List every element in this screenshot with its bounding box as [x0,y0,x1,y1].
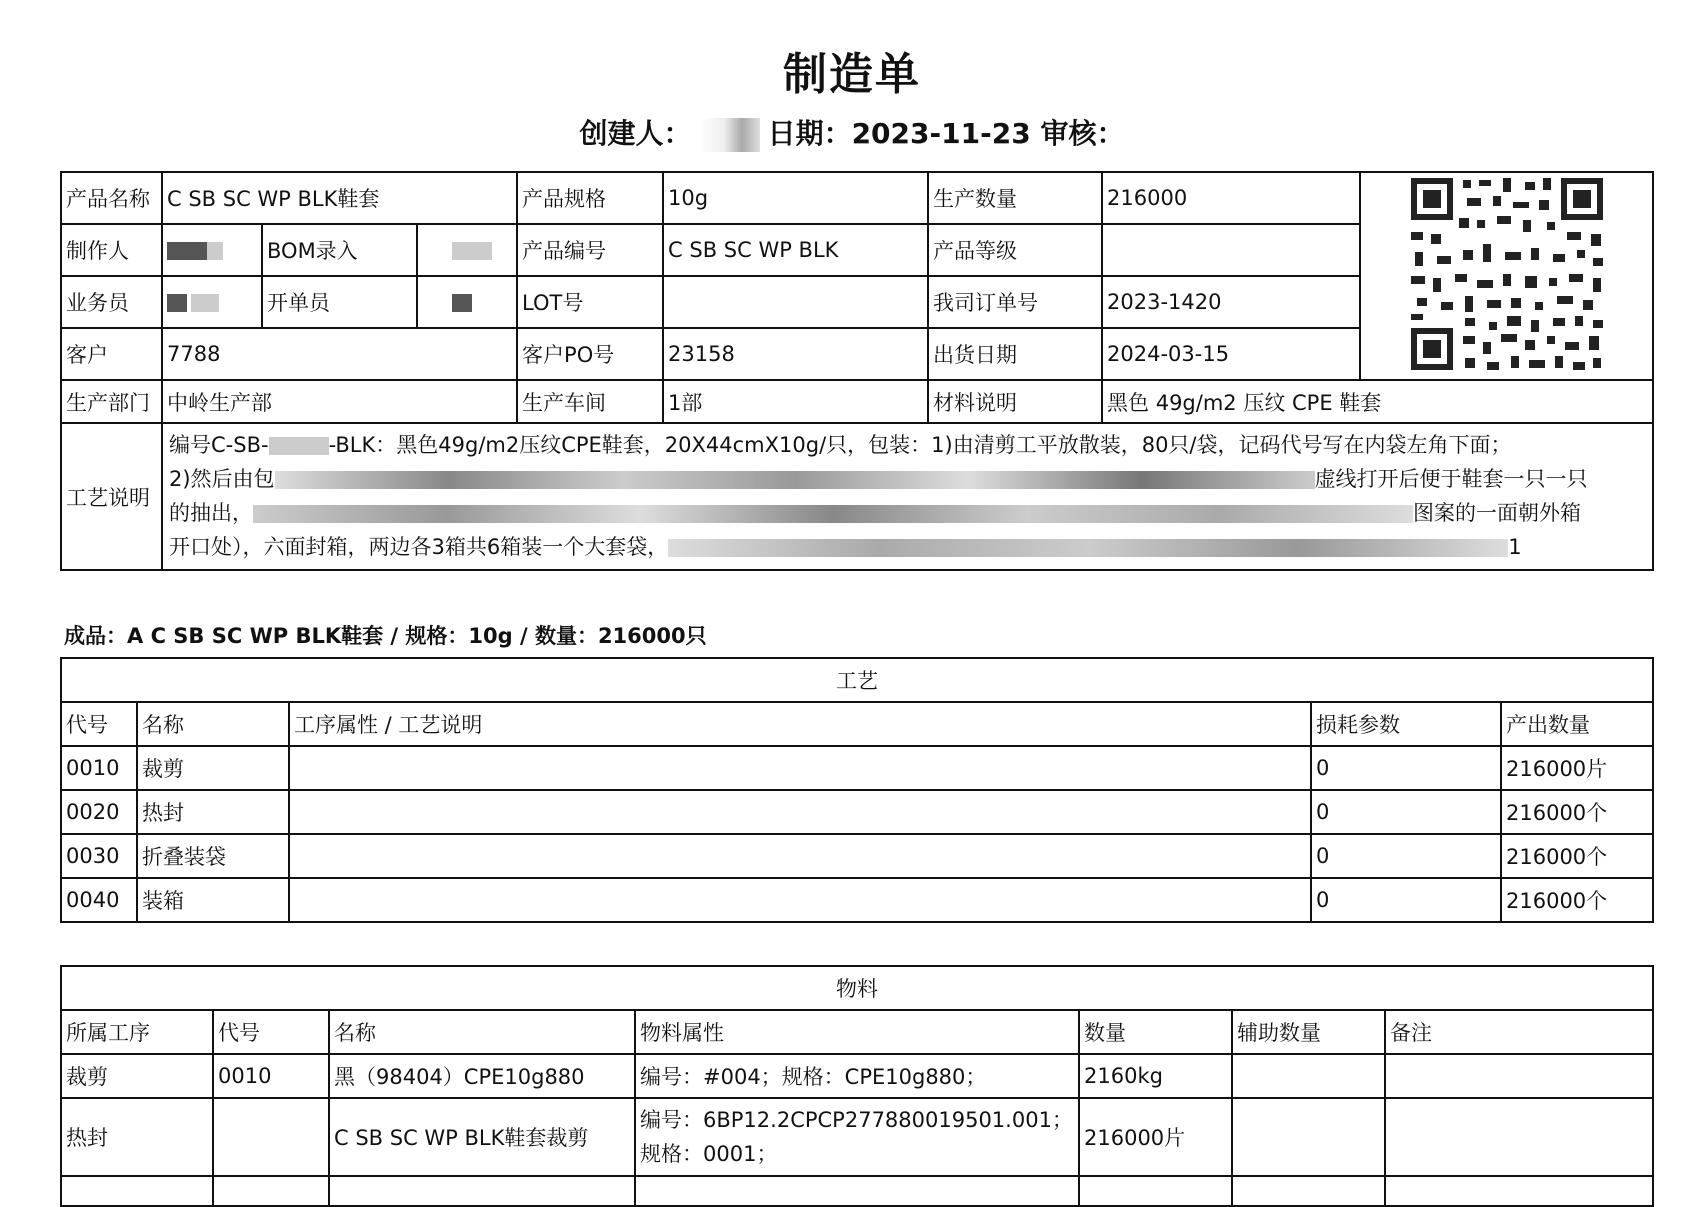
bom-label: BOM录入 [262,224,417,276]
date-value: 2023-11-23 [851,117,1031,150]
material-header-process: 所属工序 [61,1010,213,1054]
sales-redacted-light [191,294,219,312]
material-header-aux: 辅助数量 [1232,1010,1385,1054]
process-note-line-1b: -BLK：黑色49g/m2压纹CPE鞋套，20X44cmX10g/只，包装：1)由清剪工平放散装，80只/袋，记码代号写在内袋左角下面； [328,433,1512,457]
process-header-attr: 工序属性 / 工艺说明 [289,702,1311,746]
process-note-line-2a: 2)然后由包 [169,467,275,491]
process-attr [289,834,1311,878]
process-table [60,657,1654,923]
process-header-name: 名称 [137,702,289,746]
process-note-line-3a: 的抽出， [169,501,253,525]
material-empty-cell [213,1176,329,1206]
process-name: 折叠装袋 [137,834,289,878]
table-row [61,1054,1653,1098]
maker-redacted [167,242,207,260]
process-output: 216000个 [1501,878,1653,922]
ship-value: 2024-03-15 [1102,328,1360,380]
process-note-label: 工艺说明 [61,423,162,570]
qr-cell [1360,172,1653,380]
process-attr [289,746,1311,790]
material-header-code: 代号 [213,1010,329,1054]
material-process: 裁剪 [61,1054,213,1098]
process-output: 216000个 [1501,790,1653,834]
finished-product-summary: 成品：A C SB SC WP BLK鞋套 / 规格：10g / 数量：216000只 [64,624,707,648]
grade-value [1102,224,1360,276]
material-label: 材料说明 [928,380,1102,423]
sales-label: 业务员 [61,276,162,328]
material-remark [1385,1054,1653,1098]
order-value: 2023-1420 [1102,276,1360,328]
material-value: 黑色 49g/m2 压纹 CPE 鞋套 [1102,380,1653,423]
material-name: 黑（98404）CPE10g880 [329,1054,635,1098]
table-row [61,790,1653,834]
lot-value [663,276,928,328]
material-remark [1385,1098,1653,1176]
code-label: 产品编号 [517,224,663,276]
process-note-line-1a: 编号C-SB- [169,433,269,457]
material-empty-cell [1079,1176,1232,1206]
material-process: 热封 [61,1098,213,1176]
po-value: 23158 [663,328,928,380]
dept-label: 生产部门 [61,380,162,423]
process-header-output: 产出数量 [1501,702,1653,746]
sales-redacted [167,294,187,312]
process-note-line-4 [169,530,1646,564]
sales-value [162,276,262,328]
issuer-redacted [452,294,472,312]
process-note-line-3 [169,496,1646,530]
issuer-value [417,276,517,328]
maker-value [162,224,262,276]
product-name-label: 产品名称 [61,172,162,224]
table-row [61,1176,1653,1206]
material-header-attr: 物料属性 [635,1010,1079,1054]
process-loss: 0 [1311,790,1501,834]
process-name: 热封 [137,790,289,834]
material-section-title: 物料 [61,966,1653,1010]
document-title: 制造单 [783,49,921,100]
process-header-loss: 损耗参数 [1311,702,1501,746]
process-name: 裁剪 [137,746,289,790]
material-empty-cell [61,1176,213,1206]
customer-value: 7788 [162,328,517,380]
process-attr [289,790,1311,834]
maker-redacted-light [207,242,223,260]
product-name-value: C SB SC WP BLK鞋套 [162,172,517,224]
table-row [61,878,1653,922]
process-output: 216000个 [1501,834,1653,878]
process-code: 0030 [61,834,137,878]
process-note-line-4b: 1 [1508,535,1522,559]
process-code: 0040 [61,878,137,922]
spec-label: 产品规格 [517,172,663,224]
table-row [61,834,1653,878]
workshop-value: 1部 [663,380,928,423]
process-note-line-4a: 开口处），六面封箱，两边各3箱共6箱装一个大套袋， [169,535,669,559]
material-empty-cell [329,1176,635,1206]
ship-label: 出货日期 [928,328,1102,380]
creator-redacted [700,118,760,152]
note-redaction [275,471,1315,489]
review-label: 审核： [1040,117,1125,150]
bom-redacted [452,242,492,260]
bom-value [417,224,517,276]
material-name: C SB SC WP BLK鞋套裁剪 [329,1098,635,1176]
workshop-label: 生产车间 [517,380,663,423]
date-label: 日期： [767,117,852,150]
material-code [213,1098,329,1176]
material-table [60,965,1654,1207]
material-empty-cell [1232,1176,1385,1206]
process-note-line-2b: 虚线打开后便于鞋套一只一只 [1314,467,1588,491]
dept-value: 中岭生产部 [162,380,517,423]
material-header-name: 名称 [329,1010,635,1054]
material-attr: 编号：6BP12.2CPCP277880019501.001；规格：0001； [635,1098,1079,1176]
note-redaction [668,539,1508,557]
material-empty-cell [635,1176,1079,1206]
maker-label: 制作人 [61,224,162,276]
material-qty: 2160kg [1079,1054,1232,1098]
lot-label: LOT号 [517,276,663,328]
process-note [162,423,1653,570]
process-note-line-2 [169,462,1646,496]
creator-label: 创建人： [579,117,692,150]
grade-label: 产品等级 [928,224,1102,276]
po-label: 客户PO号 [517,328,663,380]
info-table [60,171,1654,571]
material-header-qty: 数量 [1079,1010,1232,1054]
table-row [61,1098,1653,1176]
material-header-remark: 备注 [1385,1010,1653,1054]
customer-label: 客户 [61,328,162,380]
material-aux [1232,1098,1385,1176]
order-label: 我司订单号 [928,276,1102,328]
material-code: 0010 [213,1054,329,1098]
qty-label: 生产数量 [928,172,1102,224]
spec-value: 10g [663,172,928,224]
note-redaction [253,505,1413,523]
process-header-code: 代号 [61,702,137,746]
note-redaction [269,437,329,455]
qty-value: 216000 [1102,172,1360,224]
table-row [61,746,1653,790]
process-name: 装箱 [137,878,289,922]
process-output: 216000片 [1501,746,1653,790]
process-note-line-3b: 图案的一面朝外箱 [1413,501,1581,525]
process-loss: 0 [1311,834,1501,878]
code-value: C SB SC WP BLK [663,224,928,276]
issuer-label: 开单员 [262,276,417,328]
qr-code-icon [1407,174,1607,374]
process-attr [289,878,1311,922]
process-note-line-1 [169,428,1646,462]
process-code: 0020 [61,790,137,834]
material-aux [1232,1054,1385,1098]
material-qty: 216000片 [1079,1098,1232,1176]
process-code: 0010 [61,746,137,790]
process-section-title: 工艺 [61,658,1653,702]
material-empty-cell [1385,1176,1653,1206]
material-attr: 编号：#004；规格：CPE10g880； [635,1054,1079,1098]
process-loss: 0 [1311,878,1501,922]
document-subtitle [0,112,1704,152]
process-loss: 0 [1311,746,1501,790]
